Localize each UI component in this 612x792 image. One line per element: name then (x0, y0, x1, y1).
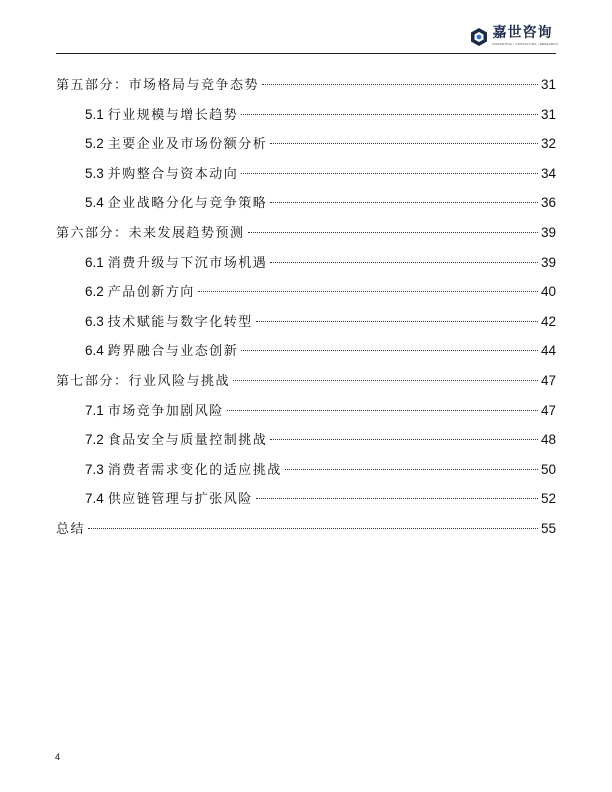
toc-dot-leader (270, 202, 538, 203)
toc-entry-page: 32 (540, 136, 556, 152)
toc-entry-title: 并购整合与资本动向 (107, 166, 239, 182)
toc-entry-number: 5.4 (85, 195, 104, 211)
toc-entry-page: 50 (540, 461, 556, 477)
toc-entry-title: 第六部分：未来发展趋势预测 (56, 225, 245, 241)
toc-entry-number: 7.4 (85, 491, 104, 507)
toc-entry-number: 7.1 (85, 402, 104, 418)
toc-entry-number: 7.2 (85, 432, 104, 448)
toc-entry-page: 31 (540, 106, 556, 122)
company-logo (469, 24, 558, 47)
toc-entry[interactable] (56, 396, 556, 426)
toc-entry[interactable] (56, 248, 556, 278)
toc-entry[interactable] (56, 100, 556, 130)
toc-entry-title: 供应链管理与扩张风险 (107, 492, 253, 508)
toc-entry[interactable] (56, 514, 556, 544)
logo-name: 嘉世咨询 (492, 25, 553, 41)
toc-dot-leader (285, 469, 538, 470)
toc-entry-number: 5.1 (85, 106, 104, 122)
toc-entry-title: 主要企业及市场份额分析 (107, 137, 268, 153)
toc-entry[interactable] (56, 159, 556, 189)
toc-dot-leader (241, 350, 538, 351)
toc-entry-number: 5.3 (85, 165, 104, 181)
toc-entry[interactable] (56, 425, 556, 455)
toc-entry-page: 39 (540, 224, 556, 240)
toc-entry[interactable] (56, 307, 556, 337)
toc-entry-page: 40 (540, 284, 556, 300)
toc-entry-page: 31 (540, 77, 556, 92)
toc-entry-page: 52 (540, 491, 556, 507)
toc-entry-page: 47 (540, 402, 556, 418)
toc-dot-leader (233, 380, 538, 381)
toc-dot-leader (248, 232, 538, 233)
toc-entry-title: 产品创新方向 (107, 285, 195, 301)
toc-entry-title: 技术赋能与数字化转型 (107, 314, 253, 330)
toc-entry[interactable] (56, 366, 556, 396)
toc-entry[interactable] (56, 188, 556, 218)
toc-entry-page: 44 (540, 343, 556, 359)
toc-entry-page: 48 (540, 432, 556, 448)
toc-entry-title: 消费升级与下沉市场机遇 (107, 255, 268, 271)
toc-entry-page: 36 (540, 195, 556, 211)
toc-entry-title: 市场竞争加剧风险 (107, 403, 224, 419)
logo-mark-icon (469, 27, 489, 47)
toc-entry-page: 39 (540, 254, 556, 270)
toc-entry-title: 行业规模与增长趋势 (107, 107, 239, 123)
logo-tagline: MARKETING | CONSULTING | RESEARCH (492, 42, 558, 46)
toc-dot-leader (88, 528, 538, 529)
header-divider (56, 53, 556, 54)
table-of-contents (56, 70, 556, 544)
toc-entry-title: 总结 (56, 521, 86, 537)
toc-entry-number: 6.3 (85, 313, 104, 329)
toc-entry-title: 第五部分：市场格局与竞争态势 (56, 78, 260, 93)
toc-dot-leader (256, 321, 538, 322)
toc-entry-number: 6.2 (85, 284, 104, 300)
toc-dot-leader (270, 262, 538, 263)
toc-entry-title: 消费者需求变化的适应挑战 (107, 462, 282, 478)
toc-entry-title: 第七部分：行业风险与挑战 (56, 373, 231, 389)
toc-dot-leader (241, 114, 538, 115)
page-number: 4 (55, 752, 61, 762)
toc-entry[interactable] (56, 484, 556, 514)
toc-dot-leader (270, 439, 538, 440)
toc-dot-leader (227, 410, 538, 411)
toc-entry[interactable] (56, 455, 556, 485)
toc-entry-page: 34 (540, 165, 556, 181)
toc-entry-page: 55 (540, 520, 556, 536)
toc-entry-title: 食品安全与质量控制挑战 (107, 433, 268, 449)
toc-entry[interactable] (56, 336, 556, 366)
toc-dot-leader (198, 291, 538, 292)
toc-entry-number: 6.1 (85, 254, 104, 270)
toc-entry[interactable] (56, 129, 556, 159)
toc-dot-leader (270, 143, 538, 144)
toc-entry[interactable] (56, 70, 556, 100)
toc-entry[interactable] (56, 277, 556, 307)
toc-entry-number: 6.4 (85, 343, 104, 359)
toc-entry-number: 5.2 (85, 136, 104, 152)
toc-dot-leader (256, 498, 538, 499)
toc-entry-page: 42 (540, 313, 556, 329)
toc-entry[interactable] (56, 218, 556, 248)
toc-entry-page: 47 (540, 372, 556, 388)
toc-dot-leader (241, 173, 538, 174)
toc-entry-title: 跨界融合与业态创新 (107, 344, 239, 360)
toc-entry-number: 7.3 (85, 461, 104, 477)
toc-dot-leader (262, 84, 538, 85)
toc-entry-title: 企业战略分化与竞争策略 (107, 196, 268, 212)
